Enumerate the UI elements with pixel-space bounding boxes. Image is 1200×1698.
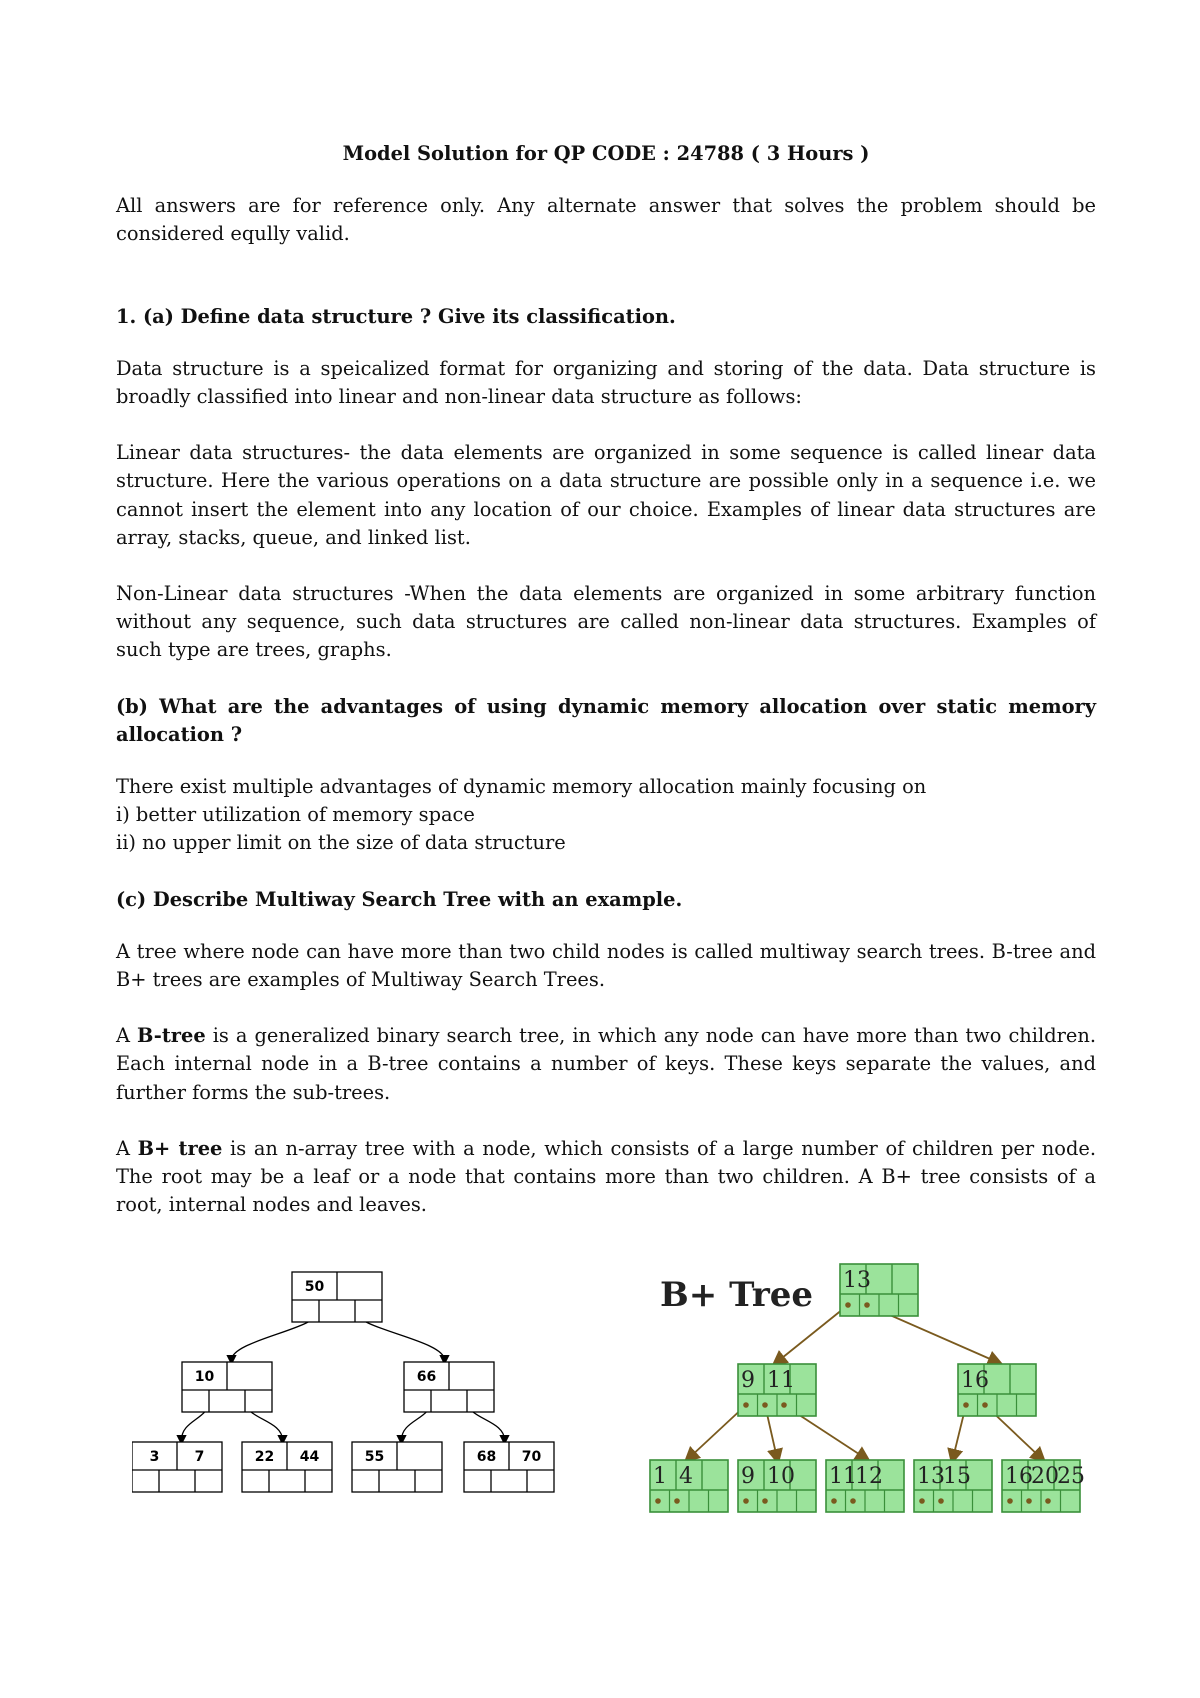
bplus-key: 16 (961, 1368, 989, 1393)
bplus-key: 9 (741, 1368, 755, 1393)
bplus-key: 9 (741, 1464, 755, 1489)
bplus-leaf-node (650, 1460, 728, 1512)
bplus-key: 13 (843, 1268, 871, 1293)
bplus-leaf-node (738, 1460, 816, 1512)
btree-leaf-node (464, 1442, 554, 1492)
bplus-pointer-dot (963, 1402, 969, 1408)
text-segment: A (116, 1136, 138, 1160)
btree-key: 70 (521, 1449, 542, 1465)
btree-key: 50 (304, 1279, 325, 1295)
question-1b: (b) What are the advantages of using dynamic memory allocation over static memory allocation ? (116, 694, 1096, 746)
bplus-key: 25 (1057, 1464, 1085, 1489)
bplus-pointer-dot (1026, 1498, 1032, 1504)
page-title: Model Solution for QP CODE : 24788 ( 3 Hours ) (342, 142, 870, 165)
text-segment: is an n-array tree with a node, which consists of a large number of children per node. The root may be a leaf or a node that contains more than two children. A B+ tree consists of a root, internal nodes and leaves. (116, 1136, 1097, 1217)
bplus-key: 10 (767, 1464, 795, 1489)
bplus-key: 15 (943, 1464, 971, 1489)
btree-key: 68 (476, 1449, 497, 1465)
bplus-tree-label: B+ Tree (660, 1275, 814, 1315)
btree-diagram (132, 1262, 612, 1522)
btree-key: 22 (254, 1449, 275, 1465)
document-body (116, 140, 1096, 1247)
bplus-internal-node (958, 1364, 1036, 1416)
bplus-pointer-dot (850, 1498, 856, 1504)
answer-1a-paragraph-1: Data structure is a speicalized format for organizing and storing of the data. Data structure is broadly classified into linear and non-linear data structure as follows: (116, 356, 1096, 409)
bplus-pointer-dot (762, 1402, 768, 1408)
btree-internal-node (404, 1362, 494, 1412)
btree-key: 44 (299, 1449, 320, 1465)
btree-leaf-node (132, 1442, 222, 1492)
bplus-pointer-dot (982, 1402, 988, 1408)
bplus-pointer-dot (864, 1302, 870, 1308)
bplus-pointer-dot (781, 1402, 787, 1408)
btree-internal-node (182, 1362, 272, 1412)
bplus-leaf-node (914, 1460, 992, 1512)
text-segment: A (116, 1024, 138, 1048)
bplus-key: 1 (653, 1464, 667, 1489)
bplus-key: 12 (855, 1464, 883, 1489)
answer-1b (116, 773, 1096, 858)
btree-key: 10 (194, 1369, 215, 1385)
answer-1c-paragraph-3 (116, 1135, 1096, 1220)
bplus-pointer-dot (743, 1402, 749, 1408)
answer-1a-paragraph-3: Non-Linear data structures -When the data elements are organized in some arbitrary function without any sequence, such data structures are called non-linear data structures. Examples of such type are trees, graphs. (116, 582, 1096, 662)
btree-leaf-node (242, 1442, 332, 1492)
bplus-pointer-dot (845, 1302, 851, 1308)
intro-paragraph: All answers are for reference only. Any alternate answer that solves the problem should be considered eqully valid. (116, 194, 1096, 246)
bplus-pointer-dot (655, 1498, 661, 1504)
term-b-plus-tree: B+ tree (137, 1136, 223, 1160)
answer-1b-line: i) better utilization of memory space (116, 803, 475, 827)
btree-leaf-node (352, 1442, 442, 1492)
btree-key: 3 (149, 1449, 160, 1465)
bplus-pointer-dot (938, 1498, 944, 1504)
bplus-pointer-dot (1007, 1498, 1013, 1504)
text-segment: is a generalized binary search tree, in which any node can have more than two children. Each internal node in a B-tree contains a number of keys. These keys separate the values, and further forms the sub-trees. (116, 1024, 1097, 1104)
bplus-root-node (840, 1264, 918, 1316)
bplus-pointer-dot (1045, 1498, 1051, 1504)
bplus-leaf-node (1002, 1460, 1085, 1512)
bplus-tree-diagram (640, 1254, 1100, 1534)
bplus-leaf-node (826, 1460, 904, 1512)
btree-root-node (292, 1272, 382, 1322)
bplus-key: 20 (1031, 1464, 1059, 1489)
bplus-pointer-dot (674, 1498, 680, 1504)
question-1a: 1. (a) Define data structure ? Give its classification. (116, 304, 676, 328)
answer-1a-paragraph-2: Linear data structures- the data elements are organized in some sequence is called linear data structure. Here the various operations on a data structure are possible only in a sequence i.e. we cannot insert the element into any location of our choice. Examples of linear data structures are array, stacks, queue, and linked list. (116, 441, 1096, 549)
term-b-tree: B-tree (137, 1024, 206, 1048)
bplus-key: 11 (829, 1464, 857, 1489)
btree-key: 66 (416, 1369, 437, 1385)
btree-key: 7 (194, 1449, 205, 1465)
answer-1c-paragraph-1: A tree where node can have more than two child nodes is called multiway search trees. B-tree and B+ trees are examples of Multiway Search Trees. (116, 939, 1096, 992)
bplus-internal-node (738, 1364, 816, 1416)
answer-1b-line: There exist multiple advantages of dynamic memory allocation mainly focusing on (116, 775, 927, 799)
bplus-pointer-dot (743, 1498, 749, 1504)
btree-nodes (132, 1272, 554, 1492)
answer-1b-line: ii) no upper limit on the size of data structure (116, 831, 566, 855)
bplus-key: 11 (767, 1368, 795, 1393)
bplus-pointer-dot (919, 1498, 925, 1504)
question-1c: (c) Describe Multiway Search Tree with an example. (116, 887, 683, 911)
bplus-key: 4 (679, 1464, 693, 1489)
bplus-pointer-dot (831, 1498, 837, 1504)
bplus-key: 16 (1005, 1464, 1033, 1489)
bplus-key: 13 (917, 1464, 945, 1489)
btree-key: 55 (364, 1449, 385, 1465)
answer-1c-paragraph-2 (116, 1022, 1096, 1107)
bplus-pointer-dot (762, 1498, 768, 1504)
